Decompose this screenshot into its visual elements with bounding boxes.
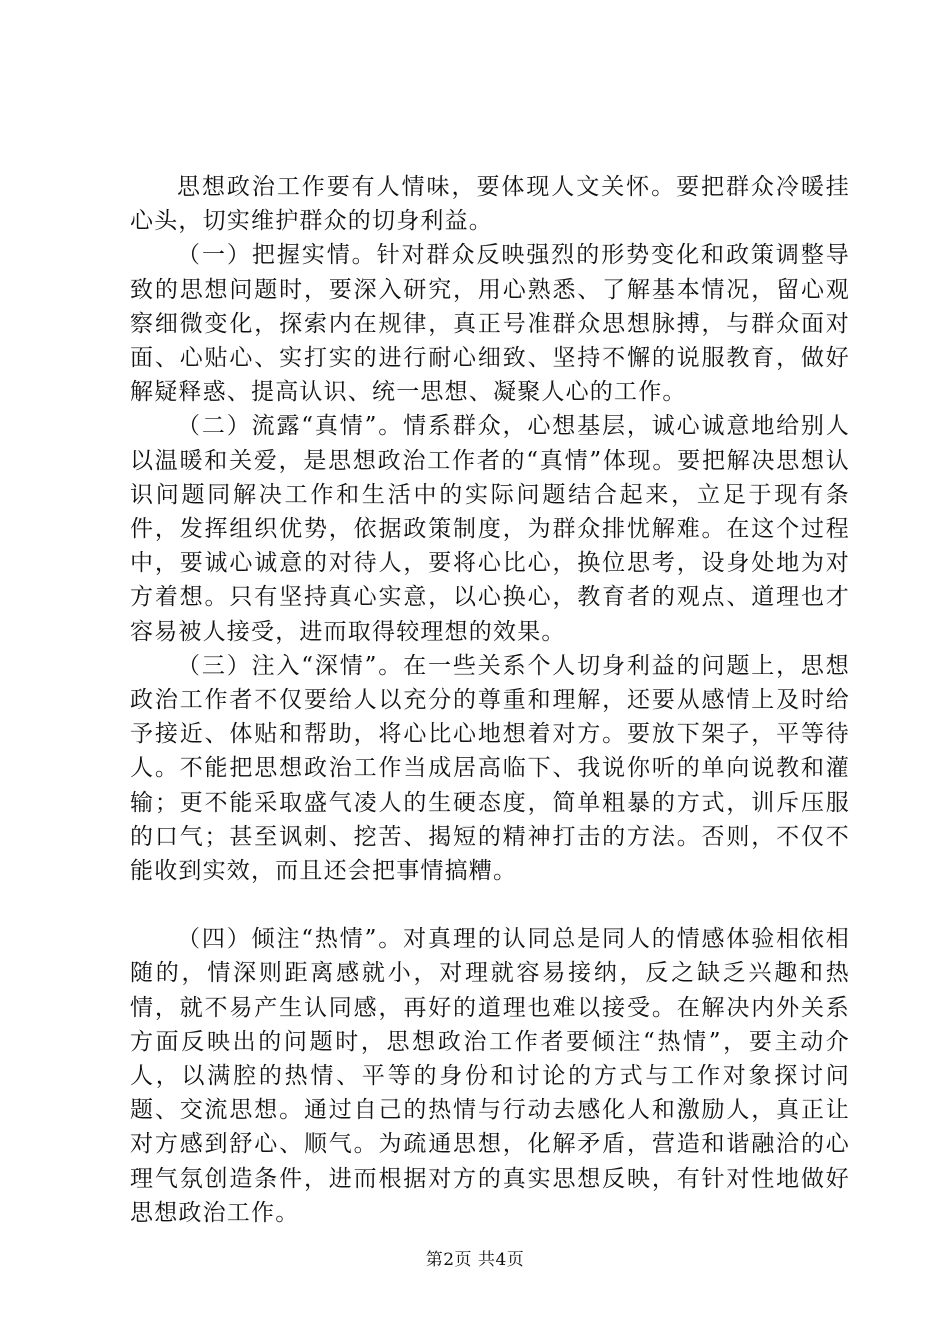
paragraph-section-1: （一）把握实情。针对群众反映强烈的形势变化和政策调整导致的思想问题时，要深入研究，用心熟悉、了解基本情况，留心观察细微变化，探索内在规律，真正号准群众思想脉搏，与群众面对面、心贴心、实打实的进行耐心细致、坚持不懈的说服教育，做好解疑释惑、提高认识、统一思想、凝聚人心的工作。 — [130, 242, 850, 406]
paragraph-intro: 思想政治工作要有人情味，要体现人文关怀。要把群众冷暖挂心头，切实维护群众的切身利益。 — [130, 174, 850, 235]
paragraph-section-2: （二）流露“真情”。情系群众，心想基层，诚心诚意地给别人以温暖和关爱，是思想政治工作者的“真情”体现。要把解决思想认识问题同解决工作和生活中的实际问题结合起来，立足于现有条件，发挥组织优势，依据政策制度，为群众排忧解难。在这个过程中，要诚心诚意的对待人，要将心比心，换位思考，设身处地为对方着想。只有坚持真心实意，以心换心，教育者的观点、道理也才容易被人接受，进而取得较理想的效果。 — [130, 413, 850, 645]
paragraph-section-4: （四）倾注“热情”。对真理的认同总是同人的情感体验相依相随的，情深则距离感就小，对理就容易接纳，反之缺乏兴趣和热情，就不易产生认同感，再好的道理也难以接受。在解决内外关系方面反映出的问题时，思想政治工作者要倾注“热情”，要主动介人，以满腔的热情、平等的身份和讨论的方式与工作对象探讨问题、交流思想。通过自己的热情与行动去感化人和激励人，真正让对方感到舒心、顺气。为疏通思想，化解矛盾，营造和谐融洽的心理气氛创造条件，进而根据对方的真实思想反映，有针对性地做好思想政治工作。 — [130, 926, 850, 1226]
page-footer: 第2页 共4页 — [425, 1250, 525, 1270]
document-body — [130, 170, 850, 1230]
paragraph-section-3: （三）注入“深情”。在一些关系个人切身利益的问题上，思想政治工作者不仅要给人以充分的尊重和理解，还要从感情上及时给予接近、体贴和帮助，将心比心地想着对方。要放下架子，平等待人。不能把思想政治工作当成居高临下、我说你听的单向说教和灌输；更不能采取盛气凌人的生硬态度，简单粗暴的方式，训斥压服的口气；甚至讽刺、挖苦、揭短的精神打击的方法。否则，不仅不能收到实效，而且还会把事情搞糟。 — [130, 652, 850, 885]
